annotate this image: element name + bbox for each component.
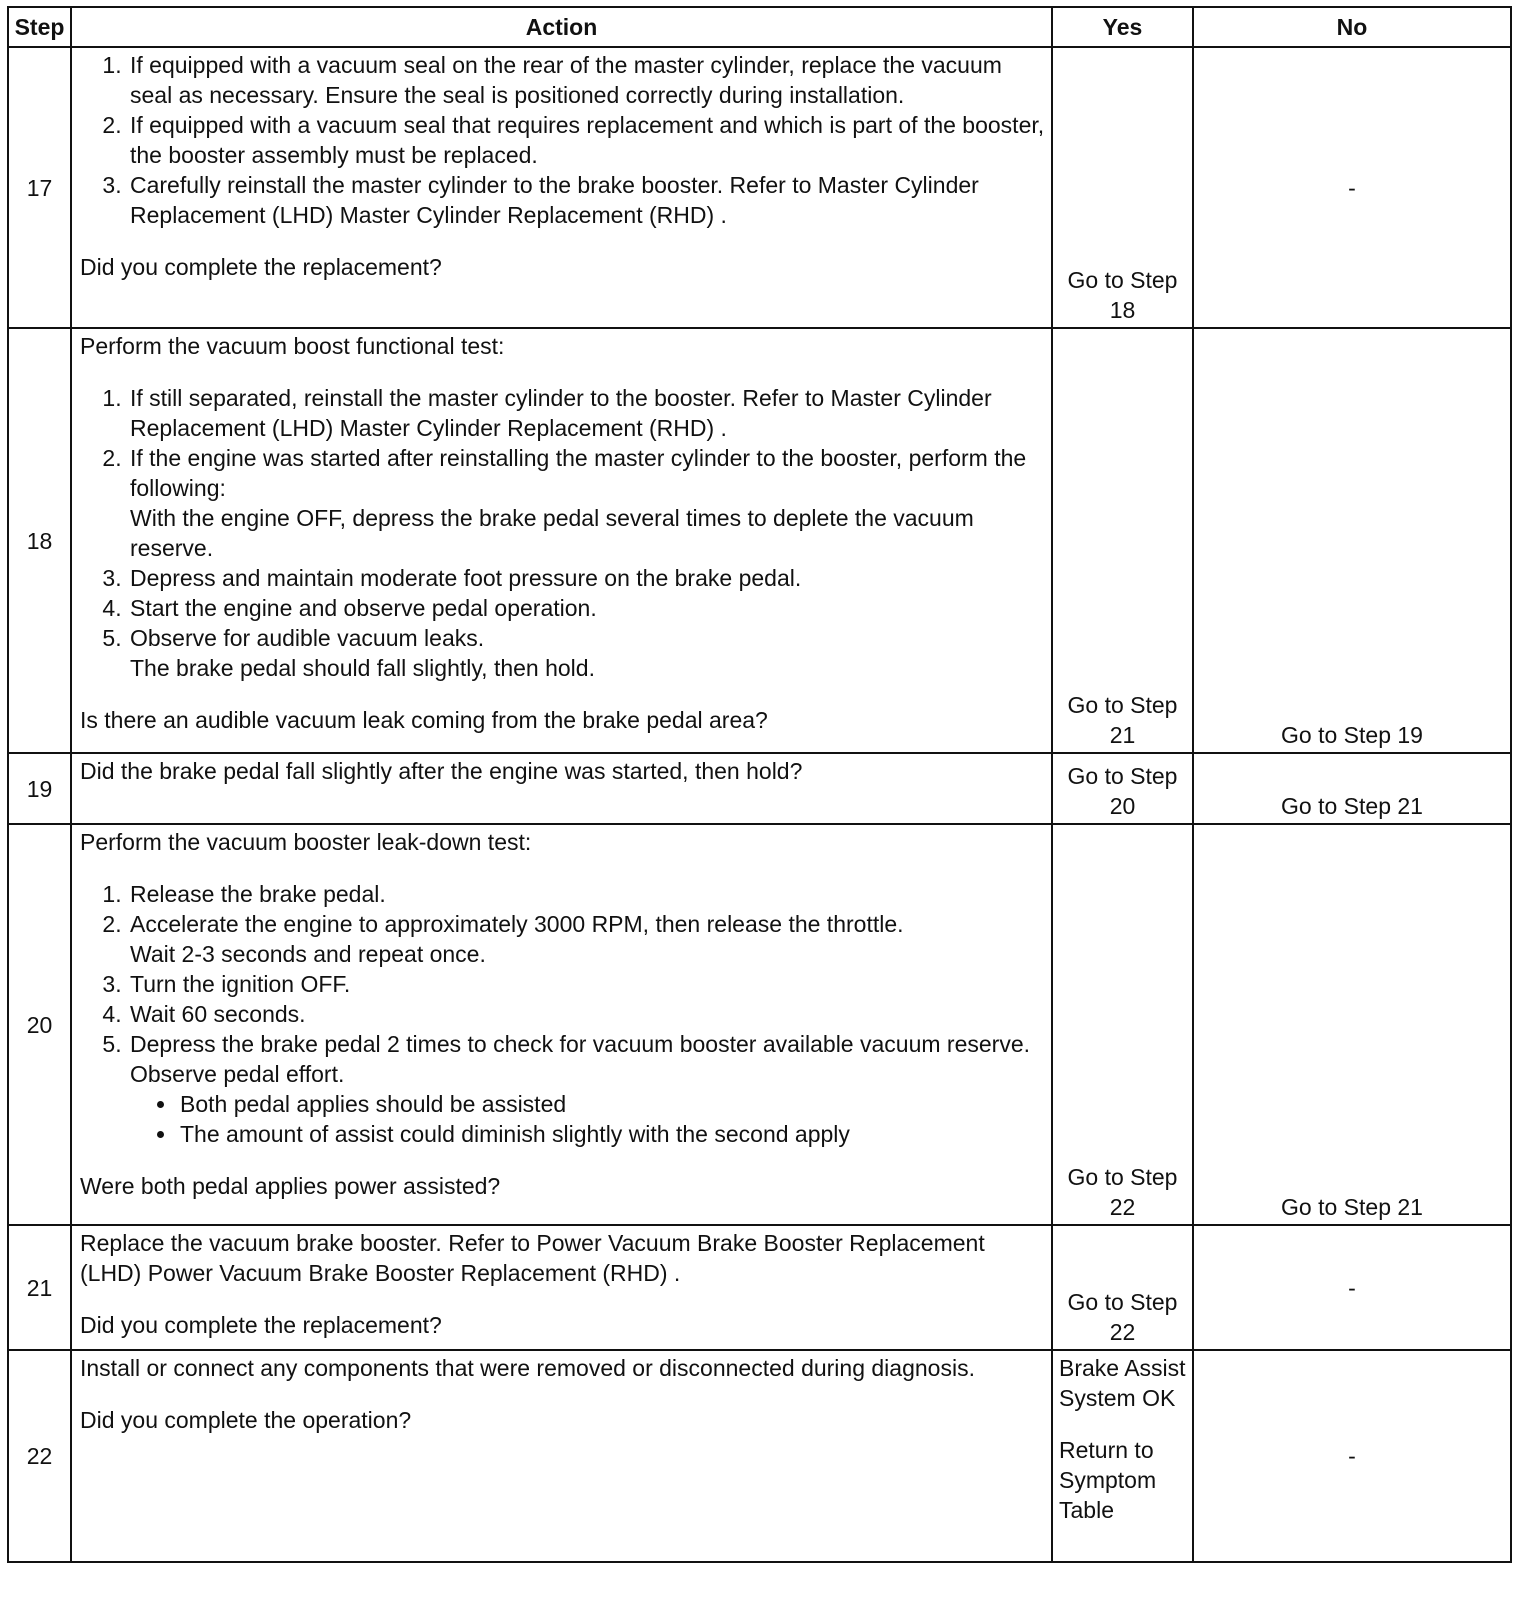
step-number: 17 bbox=[8, 47, 71, 328]
diagnostic-table-document bbox=[7, 6, 1510, 1563]
header-no: No bbox=[1193, 7, 1511, 47]
step-number: 20 bbox=[8, 824, 71, 1225]
list-item: 4. Wait 60 seconds. bbox=[128, 999, 1047, 1029]
list-item: 3. Turn the ignition OFF. bbox=[128, 969, 1047, 999]
no-link[interactable]: Go to Step 21 bbox=[1193, 753, 1511, 824]
system-ok-result: Brake Assist System OK bbox=[1059, 1355, 1186, 1411]
list-item: 2. If equipped with a vacuum seal that requires replacement and which is part of the booster, the booster assembly must be replaced. bbox=[128, 110, 1047, 170]
header-yes: Yes bbox=[1052, 7, 1193, 47]
table-row-step-18 bbox=[8, 328, 1511, 753]
yes-link[interactable]: Go to Step 22 bbox=[1052, 824, 1193, 1225]
action-cell bbox=[71, 824, 1052, 1225]
step-number: 18 bbox=[8, 328, 71, 753]
step-intro: Perform the vacuum booster leak-down test: bbox=[80, 829, 532, 855]
return-to-symptom-table-link[interactable]: Return to Symptom Table bbox=[1059, 1437, 1157, 1523]
step-question: Is there an audible vacuum leak coming from the brake pedal area? bbox=[80, 707, 768, 733]
list-item bbox=[128, 909, 1047, 969]
step-question: Did you complete the replacement? bbox=[80, 1312, 442, 1338]
list-item: 3. Carefully reinstall the master cylinder to the brake booster. Refer to Master Cylinder Replacement (LHD) Master Cylinder Replacement (RHD) . bbox=[128, 170, 1047, 230]
yes-result-cell bbox=[1052, 1350, 1193, 1562]
yes-link[interactable]: Go to Step 20 bbox=[1052, 753, 1193, 824]
step-question: Did the brake pedal fall slightly after the engine was started, then hold? bbox=[80, 758, 803, 784]
table-row-step-20 bbox=[8, 824, 1511, 1225]
step-number: 22 bbox=[8, 1350, 71, 1562]
step-question: Did you complete the operation? bbox=[80, 1407, 412, 1433]
table-row-step-21 bbox=[8, 1225, 1511, 1350]
yes-link[interactable]: Go to Step 18 bbox=[1052, 47, 1193, 328]
table-row-step-17 bbox=[8, 47, 1511, 328]
action-cell bbox=[71, 1225, 1052, 1350]
step-intro: Install or connect any components that were removed or disconnected during diagnosis. bbox=[80, 1355, 975, 1381]
list-item: 1. If equipped with a vacuum seal on the rear of the master cylinder, replace the vacuum seal as necessary. Ensure the seal is positioned correctly during installation. bbox=[128, 50, 1047, 110]
list-item-text: Accelerate the engine to approximately 3000 RPM, then release the throttle. bbox=[130, 911, 904, 937]
list-item bbox=[128, 443, 1047, 563]
header-step: Step bbox=[8, 7, 71, 47]
list-item-subtext: Wait 2-3 seconds and repeat once. bbox=[130, 941, 486, 967]
step-question: Were both pedal applies power assisted? bbox=[80, 1173, 501, 1199]
table-header-row bbox=[8, 7, 1511, 47]
list-item-text: Observe for audible vacuum leaks. bbox=[130, 625, 485, 651]
action-cell bbox=[71, 1350, 1052, 1562]
action-cell bbox=[71, 47, 1052, 328]
list-item: 1. If still separated, reinstall the master cylinder to the booster. Refer to Master Cylinder Replacement (LHD) Master Cylinder Replacement (RHD) . bbox=[128, 383, 1047, 443]
header-action: Action bbox=[71, 7, 1052, 47]
no-result: - bbox=[1193, 47, 1511, 328]
action-cell bbox=[71, 328, 1052, 753]
step-number: 21 bbox=[8, 1225, 71, 1350]
bullet-item: • The amount of assist could diminish slightly with the second apply bbox=[178, 1119, 1047, 1149]
step-intro: Perform the vacuum boost functional test: bbox=[80, 333, 505, 359]
yes-link[interactable]: Go to Step 22 bbox=[1052, 1225, 1193, 1350]
action-list bbox=[80, 50, 1047, 230]
table-row-step-19 bbox=[8, 753, 1511, 824]
step-question: Did you complete the replacement? bbox=[80, 254, 442, 280]
no-result: - bbox=[1193, 1350, 1511, 1562]
action-cell bbox=[71, 753, 1052, 824]
step-number: 19 bbox=[8, 753, 71, 824]
list-item: 4. Start the engine and observe pedal operation. bbox=[128, 593, 1047, 623]
diagnostic-steps-table bbox=[7, 6, 1512, 1563]
yes-link[interactable]: Go to Step 21 bbox=[1052, 328, 1193, 753]
bullet-item: • Both pedal applies should be assisted bbox=[178, 1089, 1047, 1119]
table-row-step-22 bbox=[8, 1350, 1511, 1562]
action-list bbox=[80, 383, 1047, 683]
step-intro: Replace the vacuum brake booster. Refer to Power Vacuum Brake Booster Replacement (LHD) Power Vacuum Brake Booster Replacement (RHD) . bbox=[80, 1230, 985, 1286]
list-item: 3. Depress and maintain moderate foot pressure on the brake pedal. bbox=[128, 563, 1047, 593]
list-item-subtext: With the engine OFF, depress the brake pedal several times to deplete the vacuum reserve. bbox=[130, 505, 974, 561]
list-item bbox=[128, 1029, 1047, 1149]
no-link[interactable]: Go to Step 21 bbox=[1193, 824, 1511, 1225]
no-result: - bbox=[1193, 1225, 1511, 1350]
bullet-list bbox=[130, 1089, 1047, 1149]
list-item-text: Depress the brake pedal 2 times to check for vacuum booster available vacuum reserve. Observe pedal effort. bbox=[130, 1031, 1030, 1087]
no-link[interactable]: Go to Step 19 bbox=[1193, 328, 1511, 753]
action-list bbox=[80, 879, 1047, 1149]
list-item: 1. Release the brake pedal. bbox=[128, 879, 1047, 909]
list-item-text: If the engine was started after reinstalling the master cylinder to the booster, perform the following: bbox=[130, 445, 1027, 501]
list-item-subtext: The brake pedal should fall slightly, then hold. bbox=[130, 655, 595, 681]
list-item bbox=[128, 623, 1047, 683]
